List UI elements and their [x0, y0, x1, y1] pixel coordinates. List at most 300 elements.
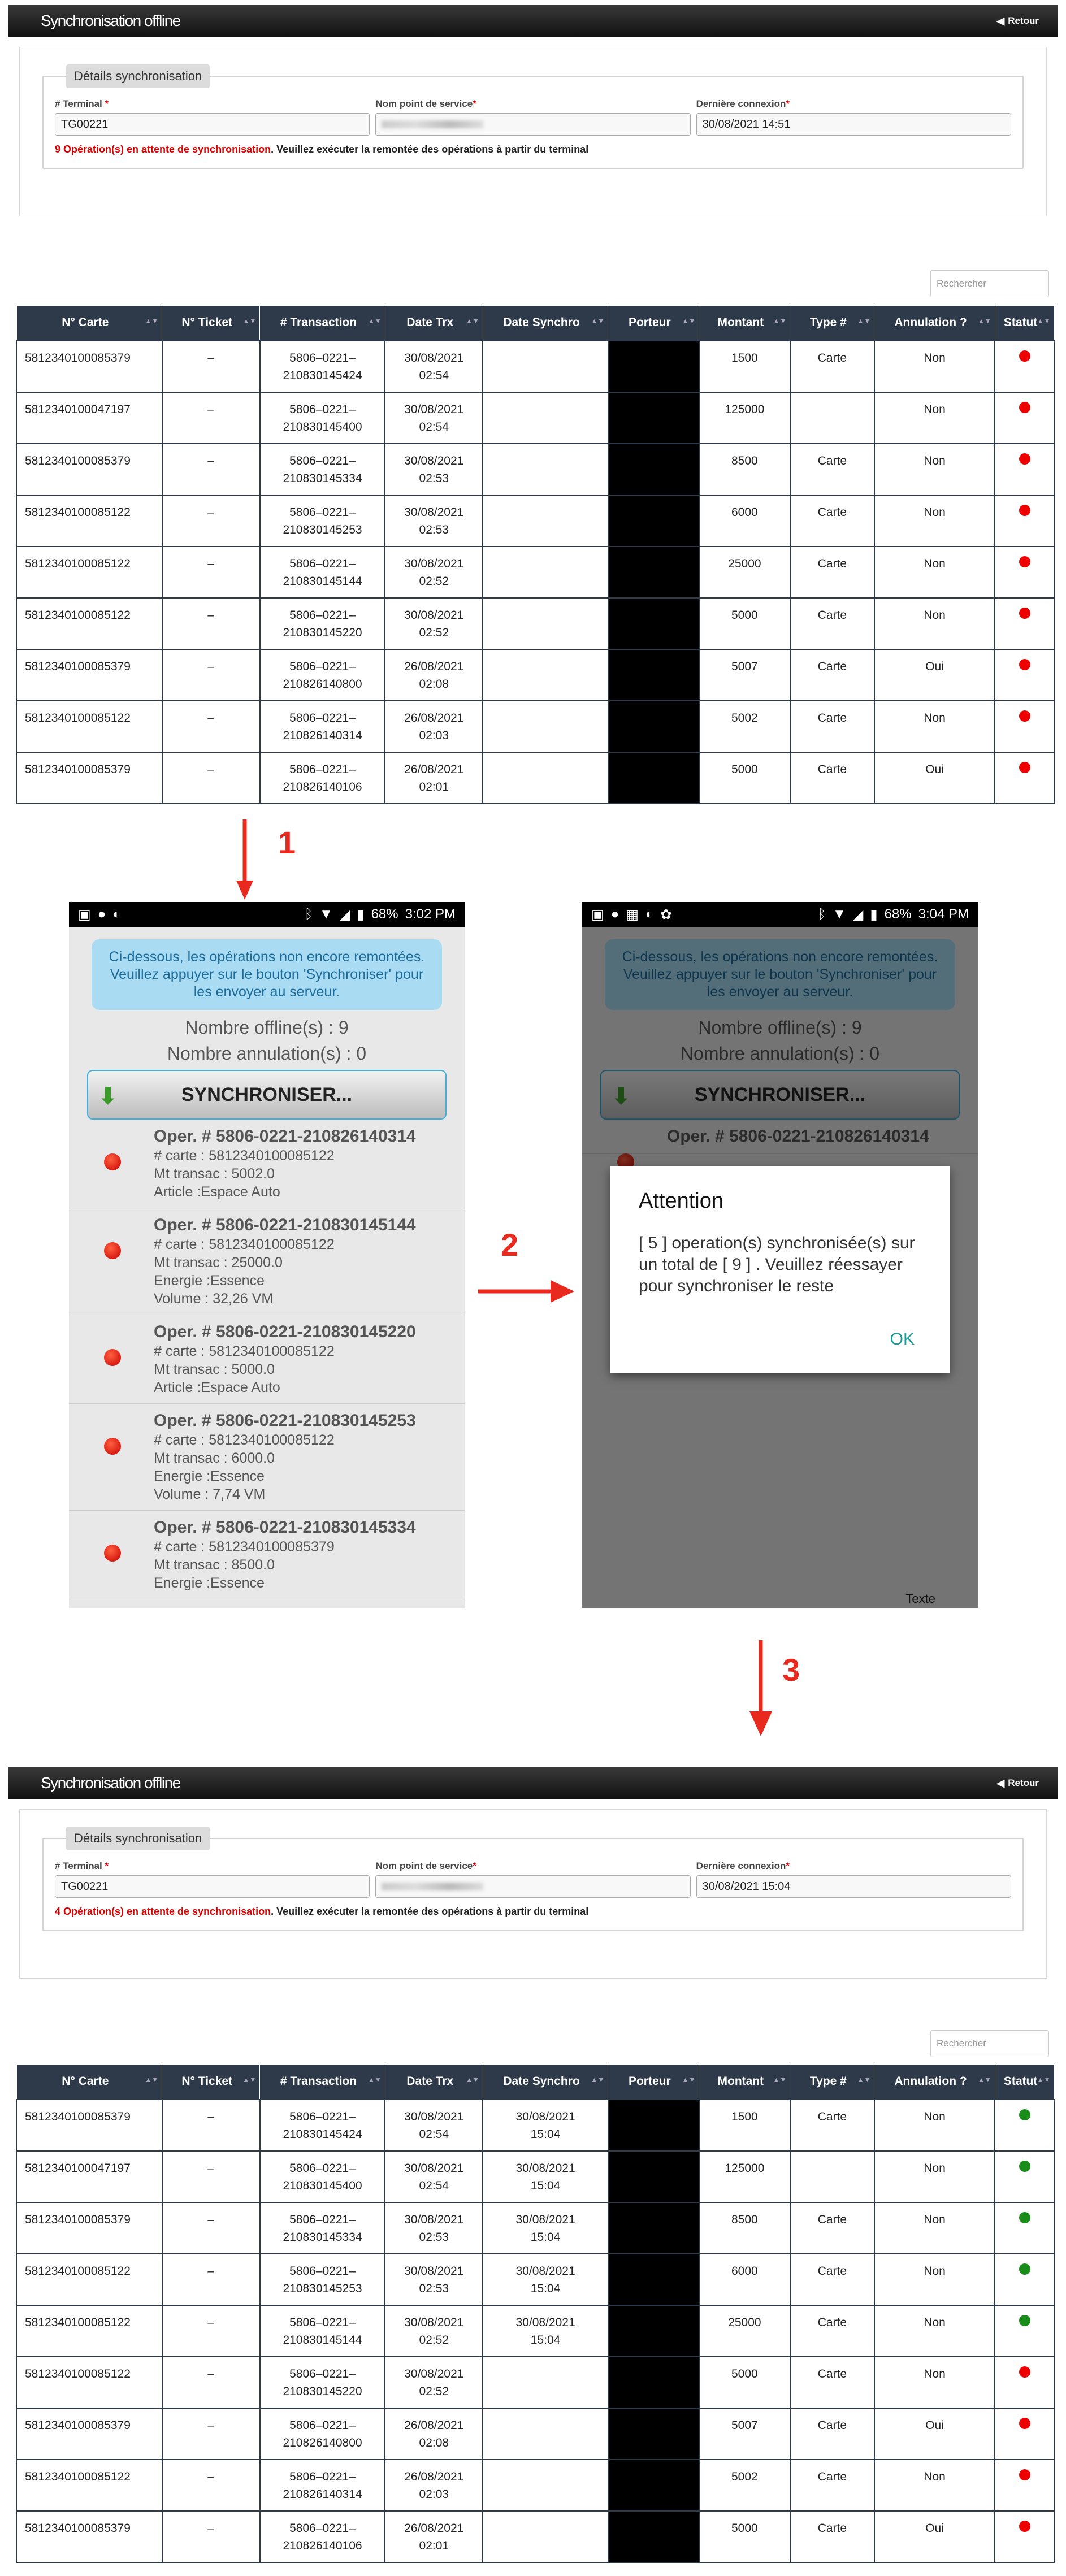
- cell-date-synchro: 30/08/2021 15:04: [483, 2100, 608, 2151]
- cell-annulation: Non: [874, 2202, 995, 2254]
- sort-icon: ▲▼: [682, 2076, 696, 2084]
- column-header-label: N° Ticket: [181, 316, 233, 329]
- cell-ticket: –: [162, 2460, 260, 2511]
- cell-date-synchro: [483, 2511, 608, 2562]
- status-dot: [1019, 608, 1030, 619]
- cell-montant: 5002: [699, 2460, 790, 2511]
- cell-annulation: Non: [874, 598, 995, 649]
- down-arrow-icon: [236, 819, 253, 900]
- terminal-input[interactable]: TG00221: [55, 113, 370, 136]
- cell-montant: 8500: [699, 2202, 790, 2254]
- column-header[interactable]: [260, 306, 385, 341]
- details-legend: Détails synchronisation: [66, 64, 210, 88]
- column-header-label: Porteur: [628, 316, 671, 329]
- cell-montant: 125000: [699, 2151, 790, 2202]
- cell-transaction: 5806–0221– 210830145400: [260, 2151, 385, 2202]
- service-input[interactable]: [375, 1875, 690, 1898]
- list-item[interactable]: [69, 1315, 465, 1404]
- cell-ticket: –: [162, 2202, 260, 2254]
- dialog-title: Attention: [639, 1189, 723, 1213]
- cell-annulation: Oui: [874, 752, 995, 804]
- signal-icon: ◢: [852, 907, 864, 922]
- table-row[interactable]: [16, 444, 1054, 495]
- cell-ticket: –: [162, 392, 260, 444]
- table-row[interactable]: [16, 392, 1054, 444]
- cell-annulation: Non: [874, 392, 995, 444]
- sort-icon: ▲▼: [1037, 317, 1051, 325]
- cell-type: Carte: [790, 2357, 874, 2408]
- cell-type: Carte: [790, 649, 874, 701]
- connexion-label: Dernière connexion: [696, 1861, 786, 1871]
- status-dot: [104, 1242, 121, 1259]
- cell-date-synchro: [483, 2408, 608, 2460]
- cell-carte: 5812340100085122: [16, 495, 162, 547]
- cell-statut: [995, 2305, 1054, 2357]
- operation-detail: Volume : 32,26 VM: [154, 1291, 274, 1307]
- cell-date-synchro: [483, 495, 608, 547]
- sort-icon: ▲▼: [145, 2076, 159, 2084]
- sort-icon: ▲▼: [145, 317, 159, 325]
- clock: 3:02 PM: [405, 907, 456, 922]
- column-header[interactable]: [162, 2065, 260, 2100]
- operation-title: Oper. # 5806-0221-210830145220: [154, 1322, 416, 1341]
- table-row[interactable]: [16, 2254, 1054, 2305]
- cell-statut: [995, 752, 1054, 804]
- cell-type: Carte: [790, 752, 874, 804]
- cell-date-synchro: [483, 2357, 608, 2408]
- phone-screen-list: [69, 902, 465, 1608]
- cell-annulation: Non: [874, 701, 995, 752]
- cell-transaction: 5806–0221– 210826140314: [260, 701, 385, 752]
- status-dot: [1019, 2418, 1030, 2429]
- operations-table: [16, 2064, 1055, 2563]
- table-row[interactable]: [16, 2408, 1054, 2460]
- back-button[interactable]: [996, 15, 1039, 27]
- column-header-label: Type #: [809, 2075, 847, 2088]
- column-header-label: N° Carte: [62, 316, 109, 329]
- table-row[interactable]: [16, 701, 1054, 752]
- cell-ticket: –: [162, 2357, 260, 2408]
- cell-annulation: Non: [874, 2254, 995, 2305]
- sort-icon: ▲▼: [773, 2076, 787, 2084]
- cell-montant: 5000: [699, 2357, 790, 2408]
- cell-annulation: Non: [874, 444, 995, 495]
- sort-icon: ▲▼: [367, 2076, 382, 2084]
- operation-detail: # carte : 5812340100085379: [154, 1539, 335, 1555]
- service-field: Nom point de service*: [375, 1861, 690, 1898]
- cell-date-synchro: [483, 649, 608, 701]
- sort-icon: ▲▼: [857, 317, 871, 325]
- cell-transaction: 5806–0221– 210830145144: [260, 547, 385, 598]
- cell-date-trx: 30/08/2021 02:52: [385, 598, 483, 649]
- list-item[interactable]: [69, 1120, 465, 1208]
- operation-title: Oper. # 5806-0221-210830145253: [154, 1411, 416, 1430]
- pending-warning: 9 Opération(s) en attente de synchronisation. Veuillez exécuter la remontée des opérations à partir du terminal: [55, 144, 589, 155]
- cell-statut: [995, 2460, 1054, 2511]
- status-dot: [104, 1545, 121, 1562]
- cell-type: Carte: [790, 547, 874, 598]
- cell-annulation: Oui: [874, 2511, 995, 2562]
- cell-carte: 5812340100085379: [16, 649, 162, 701]
- column-header-label: Porteur: [628, 2075, 671, 2088]
- header-bar: [8, 1767, 1058, 1799]
- cell-type: Carte: [790, 598, 874, 649]
- cell-transaction: 5806–0221– 210830145424: [260, 341, 385, 392]
- cell-transaction: 5806–0221– 210830145334: [260, 2202, 385, 2254]
- pending-warning: 4 Opération(s) en attente de synchronisation. Veuillez exécuter la remontée des opérations à partir du terminal: [55, 1906, 589, 1917]
- cell-annulation: Non: [874, 2460, 995, 2511]
- sort-icon: ▲▼: [466, 317, 479, 325]
- cell-transaction: 5806–0221– 210826140106: [260, 2511, 385, 2562]
- cell-porteur-redacted: [608, 341, 699, 392]
- sort-icon: ▲▼: [242, 317, 257, 325]
- status-dot: [1019, 2366, 1030, 2378]
- table-row[interactable]: [16, 649, 1054, 701]
- cell-statut: [995, 649, 1054, 701]
- cell-ticket: –: [162, 341, 260, 392]
- column-header[interactable]: [874, 2065, 995, 2100]
- column-header-label: Type #: [809, 316, 847, 329]
- sort-icon: ▲▼: [242, 2076, 257, 2084]
- cell-ticket: –: [162, 2305, 260, 2357]
- clock: 3:04 PM: [918, 907, 969, 922]
- step-arrow-3: [749, 1640, 772, 1739]
- sort-icon: ▲▼: [591, 317, 605, 325]
- browser-icon: ◐: [112, 907, 121, 922]
- connexion-input[interactable]: 30/08/2021 14:51: [696, 113, 1011, 136]
- cell-date-synchro: [483, 598, 608, 649]
- cell-ticket: –: [162, 547, 260, 598]
- cell-porteur-redacted: [608, 495, 699, 547]
- cell-transaction: 5806–0221– 210826140106: [260, 752, 385, 804]
- table-row[interactable]: [16, 2511, 1054, 2562]
- circle-icon: ●: [97, 907, 106, 922]
- cell-date-trx: 30/08/2021 02:52: [385, 2305, 483, 2357]
- table-row[interactable]: [16, 752, 1054, 804]
- cell-ticket: –: [162, 649, 260, 701]
- cell-porteur-redacted: [608, 2408, 699, 2460]
- column-header-label: Date Trx: [406, 2075, 454, 2088]
- ok-button[interactable]: OK: [890, 1330, 915, 1348]
- column-header-label: Statut: [1003, 2075, 1038, 2088]
- column-header[interactable]: [162, 306, 260, 341]
- cell-ticket: –: [162, 2254, 260, 2305]
- blurred-value: [382, 1883, 483, 1890]
- cell-type: Carte: [790, 2100, 874, 2151]
- wifi-icon: ▼: [833, 907, 846, 922]
- column-header[interactable]: [995, 2065, 1054, 2100]
- cell-date-trx: 26/08/2021 02:01: [385, 2511, 483, 2562]
- operation-detail: Mt transac : 25000.0: [154, 1255, 283, 1270]
- table-row[interactable]: [16, 2357, 1054, 2408]
- step-label-3: 3: [782, 1652, 800, 1688]
- sort-icon: ▲▼: [367, 317, 382, 325]
- column-header[interactable]: [699, 306, 790, 341]
- cell-montant: 5000: [699, 598, 790, 649]
- cell-ticket: –: [162, 701, 260, 752]
- cell-date-trx: 26/08/2021 02:08: [385, 2408, 483, 2460]
- cell-date-trx: 26/08/2021 02:01: [385, 752, 483, 804]
- status-dot: [1019, 556, 1030, 567]
- panel-before: [8, 5, 1058, 818]
- cell-ticket: –: [162, 2408, 260, 2460]
- sync-button[interactable]: ⬇ SYNCHRONISER...: [87, 1070, 447, 1120]
- service-label: Nom point de service: [375, 1861, 473, 1871]
- status-bar: [582, 902, 978, 927]
- column-header-label: Date Trx: [406, 316, 454, 329]
- cell-date-trx: 26/08/2021 02:03: [385, 2460, 483, 2511]
- terminal-label: # Terminal: [55, 1861, 102, 1871]
- operation-title: Oper. # 5806-0221-210826140314: [154, 1127, 416, 1146]
- cell-annulation: Non: [874, 2100, 995, 2151]
- cell-montant: 25000: [699, 2305, 790, 2357]
- cell-type: Carte: [790, 341, 874, 392]
- status-dot: [1019, 2469, 1030, 2480]
- status-dot: [1019, 2521, 1030, 2532]
- cell-porteur-redacted: [608, 444, 699, 495]
- cell-transaction: 5806–0221– 210830145253: [260, 495, 385, 547]
- cell-statut: [995, 2100, 1054, 2151]
- cell-statut: [995, 598, 1054, 649]
- cell-montant: 5000: [699, 2511, 790, 2562]
- cell-porteur-redacted: [608, 2254, 699, 2305]
- status-dot: [1019, 350, 1030, 362]
- column-header[interactable]: [16, 306, 162, 341]
- column-header[interactable]: [16, 2065, 162, 2100]
- column-header[interactable]: [483, 2065, 608, 2100]
- status-dot: [1019, 402, 1030, 413]
- cell-annulation: Non: [874, 547, 995, 598]
- cell-date-synchro: [483, 547, 608, 598]
- cell-porteur-redacted: [608, 2151, 699, 2202]
- header-bar: [8, 5, 1058, 37]
- operations-list: [69, 1120, 465, 1599]
- cell-date-trx: 26/08/2021 02:03: [385, 701, 483, 752]
- operation-title: Oper. # 5806-0221-210830145334: [154, 1518, 416, 1537]
- phone-screen-dialog: [582, 902, 978, 1608]
- cell-date-trx: 30/08/2021 02:52: [385, 547, 483, 598]
- back-arrow-icon: ◀: [996, 1777, 1005, 1789]
- status-dot: [104, 1438, 121, 1455]
- cell-montant: 5007: [699, 649, 790, 701]
- search-input[interactable]: Rechercher: [930, 270, 1049, 297]
- list-item[interactable]: [69, 1404, 465, 1511]
- cell-statut: [995, 547, 1054, 598]
- cell-carte: 5812340100085379: [16, 444, 162, 495]
- operation-detail: Mt transac : 5000.0: [154, 1361, 275, 1377]
- column-header[interactable]: [260, 2065, 385, 2100]
- column-header-label: # Transaction: [280, 316, 357, 329]
- step-arrow-2: [478, 1280, 574, 1306]
- cell-date-trx: 30/08/2021 02:53: [385, 2254, 483, 2305]
- list-item[interactable]: [69, 1208, 465, 1315]
- alert-dialog: [610, 1166, 950, 1373]
- cell-date-trx: 26/08/2021 02:08: [385, 649, 483, 701]
- operation-detail: Energie :Essence: [154, 1575, 265, 1591]
- sort-icon: ▲▼: [773, 317, 787, 325]
- service-input[interactable]: [375, 113, 690, 136]
- details-fieldset: [42, 64, 1024, 169]
- cell-ticket: –: [162, 444, 260, 495]
- cell-statut: [995, 701, 1054, 752]
- table-row[interactable]: [16, 341, 1054, 392]
- cell-annulation: Oui: [874, 649, 995, 701]
- cell-montant: 6000: [699, 2254, 790, 2305]
- table-row[interactable]: [16, 2460, 1054, 2511]
- cell-carte: 5812340100085122: [16, 2460, 162, 2511]
- cell-annulation: Oui: [874, 2408, 995, 2460]
- column-header[interactable]: [483, 306, 608, 341]
- table-row[interactable]: [16, 2100, 1054, 2151]
- column-header[interactable]: [874, 306, 995, 341]
- column-header[interactable]: [608, 306, 699, 341]
- table-row[interactable]: [16, 598, 1054, 649]
- list-item[interactable]: [69, 1511, 465, 1599]
- cell-montant: 5007: [699, 2408, 790, 2460]
- terminal-input[interactable]: TG00221: [55, 1875, 370, 1898]
- operation-detail: Energie :Essence: [154, 1468, 265, 1484]
- blurred-value: [382, 120, 483, 128]
- cell-transaction: 5806–0221– 210830145253: [260, 2254, 385, 2305]
- table-row[interactable]: [16, 2151, 1054, 2202]
- back-label: Retour: [1008, 1777, 1039, 1788]
- status-dot: [1019, 710, 1030, 722]
- cell-type: [790, 2151, 874, 2202]
- battery-level: 68%: [371, 907, 398, 922]
- cell-porteur-redacted: [608, 598, 699, 649]
- details-box: [19, 47, 1047, 216]
- column-header[interactable]: [995, 306, 1054, 341]
- operation-detail: Mt transac : 6000.0: [154, 1450, 275, 1466]
- column-header[interactable]: [790, 2065, 874, 2100]
- sort-icon: ▲▼: [682, 317, 696, 325]
- cell-statut: [995, 495, 1054, 547]
- battery-icon: ▮: [870, 907, 878, 922]
- cell-statut: [995, 341, 1054, 392]
- page-title: Synchronisation offline: [41, 1774, 180, 1792]
- table-row[interactable]: [16, 2202, 1054, 2254]
- cell-transaction: 5806–0221– 210830145334: [260, 444, 385, 495]
- cell-type: Carte: [790, 444, 874, 495]
- cell-date-synchro: 30/08/2021 15:04: [483, 2202, 608, 2254]
- cell-carte: 5812340100085379: [16, 2100, 162, 2151]
- column-header[interactable]: [790, 306, 874, 341]
- cell-annulation: Non: [874, 2357, 995, 2408]
- battery-level: 68%: [884, 907, 912, 922]
- cell-carte: 5812340100085379: [16, 2511, 162, 2562]
- cell-porteur-redacted: [608, 2460, 699, 2511]
- cell-porteur-redacted: [608, 392, 699, 444]
- cell-date-synchro: [483, 701, 608, 752]
- column-header[interactable]: [699, 2065, 790, 2100]
- table-row[interactable]: [16, 547, 1054, 598]
- cell-type: Carte: [790, 2305, 874, 2357]
- details-box: [19, 1809, 1047, 1979]
- cancel-count: Nombre annulation(s) : 0: [167, 1043, 367, 1064]
- cell-type: Carte: [790, 495, 874, 547]
- column-header[interactable]: [385, 306, 483, 341]
- sort-icon: ▲▼: [977, 317, 991, 325]
- cell-date-trx: 30/08/2021 02:53: [385, 444, 483, 495]
- status-dot: [1019, 2161, 1030, 2172]
- cell-transaction: 5806–0221– 210826140800: [260, 649, 385, 701]
- step-label-2: 2: [501, 1227, 519, 1263]
- service-field: Nom point de service*: [375, 98, 690, 136]
- table-row[interactable]: [16, 495, 1054, 547]
- cell-annulation: Non: [874, 341, 995, 392]
- operation-title: Oper. # 5806-0221-210830145144: [154, 1216, 416, 1234]
- table-row[interactable]: [16, 2305, 1054, 2357]
- download-icon: ⬇: [98, 1084, 118, 1109]
- cell-statut: [995, 392, 1054, 444]
- column-header-label: # Transaction: [280, 2075, 357, 2088]
- cell-carte: 5812340100047197: [16, 2151, 162, 2202]
- android-icon: ✿: [660, 907, 672, 922]
- cell-annulation: Non: [874, 495, 995, 547]
- column-header-label: N° Ticket: [181, 2075, 233, 2088]
- dialog-message: [ 5 ] operation(s) synchronisée(s) sur un total de [ 9 ] . Veuillez réessayer pour synchroniser le reste: [639, 1234, 915, 1295]
- operation-detail: Article :Espace Auto: [154, 1380, 280, 1395]
- status-dot: [1019, 2315, 1030, 2326]
- column-header[interactable]: [608, 2065, 699, 2100]
- column-header-label: Montant: [717, 316, 764, 329]
- page-title: Synchronisation offline: [41, 12, 180, 29]
- cell-montant: 1500: [699, 341, 790, 392]
- cell-transaction: 5806–0221– 210830145220: [260, 2357, 385, 2408]
- cell-porteur-redacted: [608, 2100, 699, 2151]
- sort-icon: ▲▼: [591, 2076, 605, 2084]
- status-dot: [1019, 2109, 1030, 2120]
- details-legend: Détails synchronisation: [66, 1827, 210, 1850]
- connexion-input[interactable]: 30/08/2021 15:04: [696, 1875, 1011, 1898]
- cell-date-synchro: [483, 392, 608, 444]
- cell-carte: 5812340100085122: [16, 2305, 162, 2357]
- status-dot: [1019, 2212, 1030, 2223]
- cell-carte: 5812340100085122: [16, 547, 162, 598]
- table-header-row: [16, 2065, 1054, 2100]
- back-button[interactable]: [996, 1777, 1039, 1789]
- cell-transaction: 5806–0221– 210830145424: [260, 2100, 385, 2151]
- cell-carte: 5812340100085379: [16, 2408, 162, 2460]
- cell-annulation: Non: [874, 2151, 995, 2202]
- gallery-icon: ▣: [591, 907, 604, 922]
- cell-transaction: 5806–0221– 210826140800: [260, 2408, 385, 2460]
- column-header[interactable]: [385, 2065, 483, 2100]
- wifi-icon: ▼: [319, 907, 333, 922]
- cell-date-synchro: 30/08/2021 15:04: [483, 2254, 608, 2305]
- operation-detail: # carte : 5812340100085122: [154, 1432, 335, 1448]
- terminal-field: # Terminal * TG00221: [55, 98, 370, 136]
- cell-statut: [995, 2254, 1054, 2305]
- right-arrow-icon: [478, 1280, 574, 1303]
- cell-transaction: 5806–0221– 210830145220: [260, 598, 385, 649]
- search-input[interactable]: Rechercher: [930, 2030, 1049, 2057]
- battery-icon: ▮: [357, 907, 365, 922]
- cell-date-synchro: [483, 2460, 608, 2511]
- table-header-row: [16, 306, 1054, 341]
- pending-count: 9 Opération(s) en attente de synchronisation: [55, 144, 271, 155]
- cell-statut: [995, 2357, 1054, 2408]
- cell-carte: 5812340100085122: [16, 701, 162, 752]
- cell-montant: 1500: [699, 2100, 790, 2151]
- status-dot: [104, 1153, 121, 1170]
- operation-detail: # carte : 5812340100085122: [154, 1148, 335, 1164]
- cell-statut: [995, 444, 1054, 495]
- step-label-1: 1: [278, 825, 296, 860]
- cell-date-trx: 30/08/2021 02:54: [385, 2100, 483, 2151]
- cell-carte: 5812340100085379: [16, 752, 162, 804]
- cell-montant: 8500: [699, 444, 790, 495]
